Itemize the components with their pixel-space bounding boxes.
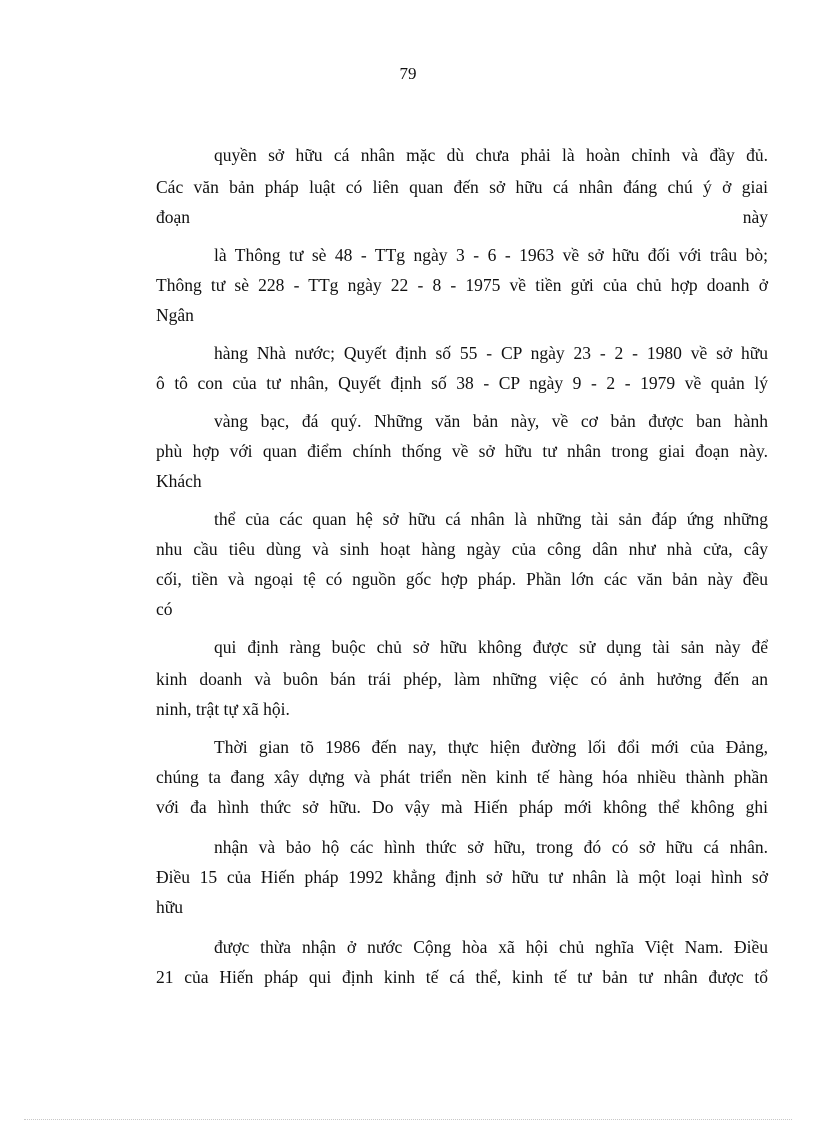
text-line: kinh doanh và buôn bán trái phép, làm những việc có ảnh hưởng đến an	[156, 669, 768, 689]
text-line: phù hợp với quan điểm chính thống về sở hữu tư nhân trong giai đoạn này.	[156, 441, 768, 461]
text-line: vàng bạc, đá quý. Những văn bản này, về cơ bản được ban hành	[214, 411, 768, 431]
text-line: quyền sở hữu cá nhân mặc dù chưa phải là hoàn chỉnh và đầy đủ.	[214, 145, 768, 165]
text-line: Thông tư sè 228 - TTg ngày 22 - 8 - 1975 về tiền gửi của chủ hợp doanh ở	[156, 275, 768, 295]
text-line: này	[742, 207, 768, 227]
text-line: ô tô con của tư nhân, Quyết định số 38 - CP ngày 9 - 2 - 1979 về quản lý	[156, 373, 768, 393]
document-body	[156, 0, 768, 1123]
text-line: Các văn bản pháp luật có liên quan đến sở hữu cá nhân đáng chú ý ở giai	[156, 177, 768, 197]
text-line: hữu	[156, 897, 183, 917]
page-bottom-border	[24, 1119, 792, 1120]
text-line: đoạn	[156, 207, 191, 227]
text-line: Ngân	[156, 305, 194, 325]
text-line: là Thông tư sè 48 - TTg ngày 3 - 6 - 1963 về sở hữu đối với trâu bò;	[214, 245, 768, 265]
text-line: cối, tiền và ngoại tệ có nguồn gốc hợp pháp. Phần lớn các văn bản này đều	[156, 569, 768, 589]
text-line: hàng Nhà nước; Quyết định số 55 - CP ngày 23 - 2 - 1980 về sở hữu	[214, 343, 768, 363]
text-line: nhu cầu tiêu dùng và sinh hoạt hàng ngày của công dân như nhà cửa, cây	[156, 539, 768, 559]
text-line: 21 của Hiến pháp qui định kinh tế cá thể, kinh tế tư bản tư nhân được tổ	[156, 967, 768, 987]
text-line: thể của các quan hệ sở hữu cá nhân là những tài sản đáp ứng những	[214, 509, 768, 529]
text-line: Thời gian tõ 1986 đến nay, thực hiện đường lối đổi mới của Đảng,	[214, 737, 768, 757]
text-line: có	[156, 599, 173, 619]
text-line: chúng ta đang xây dựng và phát triển nền kinh tế hàng hóa nhiều thành phần	[156, 767, 768, 787]
text-line: qui định ràng buộc chủ sở hữu không được sử dụng tài sản này để	[214, 637, 768, 657]
text-line: Khách	[156, 471, 202, 491]
text-line: Điều 15 của Hiến pháp 1992 khẳng định sở hữu tư nhân là một loại hình sở	[156, 867, 768, 887]
text-line: được thừa nhận ở nước Cộng hòa xã hội chủ nghĩa Việt Nam. Điều	[214, 937, 768, 957]
text-line: với đa hình thức sở hữu. Do vậy mà Hiến pháp mới không thể không ghi	[156, 797, 768, 817]
text-line: nhận và bảo hộ các hình thức sở hữu, trong đó có sở hữu cá nhân.	[214, 837, 768, 857]
page-number: 79	[399, 64, 417, 83]
text-line: ninh, trật tự xã hội.	[156, 699, 290, 719]
